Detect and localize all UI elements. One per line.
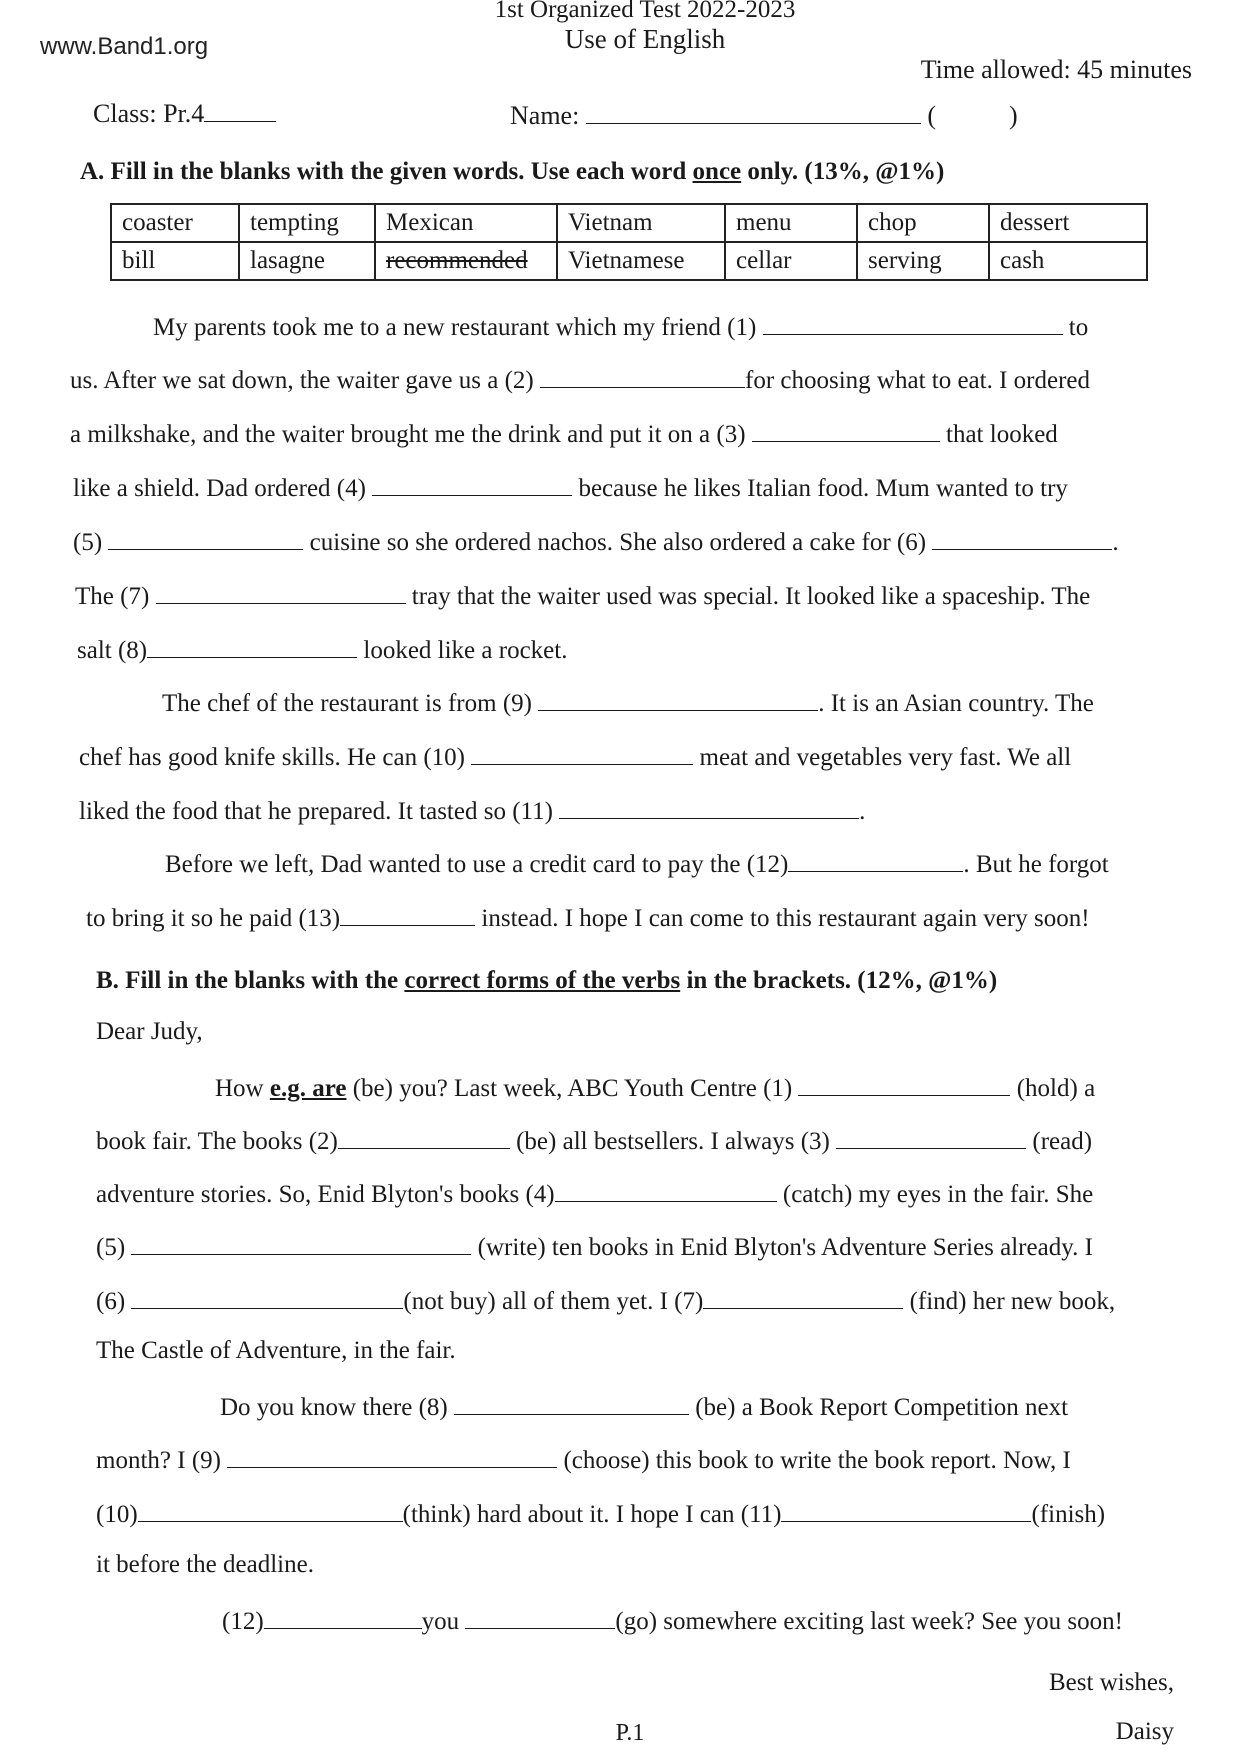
letter-line [222,1604,1123,1636]
letter-line [96,1284,1115,1316]
word-bank-row [111,242,1147,280]
passage-text: The chef of the restaurant is from (9) [162,690,532,717]
passage-text: meat and vegetables very fast. We all [699,744,1072,771]
word-cell: coaster [111,204,239,242]
passage-text: . But he forgot [963,851,1109,878]
passage-text: looked like a rocket. [363,637,568,664]
verb-blank-11[interactable] [781,1497,1031,1522]
passage-line [73,471,1068,503]
letter-signature: Daisy [1115,1718,1174,1745]
word-cell: tempting [239,204,375,242]
passage-text: because he likes Italian food. Mum wanted to try [578,475,1068,502]
letter-line [96,1551,314,1579]
passage-text: for choosing what to eat. I ordered [745,367,1091,394]
word-cell: serving [857,242,989,280]
answer-blank-4[interactable] [372,471,572,496]
passage-text: chef has good knife skills. He can (10) [79,744,465,771]
passage-line [70,417,1058,449]
passage-text: like a shield. Dad ordered (4) [73,475,366,502]
letter-line [96,1443,1071,1475]
word-cell: bill [111,242,239,280]
passage-text: to [1068,314,1089,341]
letter-text: (12) [222,1608,264,1635]
answer-blank-9[interactable] [538,686,818,711]
letter-line [96,1230,1093,1262]
letter-text: (write) ten books in Enid Blyton's Adventure Series already. I [477,1234,1093,1261]
section-a-heading [80,158,944,186]
passage-text: (5) [73,529,103,556]
answer-blank-13[interactable] [340,901,475,926]
letter-text: (think) hard about it. I hope I can (11) [402,1501,782,1528]
letter-greeting: Dear Judy, [96,1018,203,1045]
letter-text: (5) [96,1234,126,1261]
verb-blank-2[interactable] [338,1124,510,1149]
word-cell: cash [989,242,1147,280]
word-cell: Vietnam [557,204,725,242]
letter-text: (finish) [1031,1501,1106,1528]
word-cell: chop [857,204,989,242]
letter-text: you [421,1608,460,1635]
passage-text: a milkshake, and the waiter brought me the drink and put it on a (3) [70,421,746,448]
verb-blank-9[interactable] [227,1443,557,1468]
letter-text: (read) [1032,1128,1093,1155]
passage-line [75,579,1090,611]
letter-text: (10) [96,1501,138,1528]
answer-blank-10[interactable] [471,740,693,765]
letter-line [220,1390,1068,1422]
verb-blank-4[interactable] [555,1177,777,1202]
letter-text: How [215,1075,270,1102]
section-b-heading-prefix: B. Fill in the blanks with the [96,967,405,994]
passage-text: cuisine so she ordered nachos. She also ordered a cake for (6) [309,529,927,556]
letter-text: month? I (9) [96,1447,221,1474]
letter-text: (6) [96,1288,126,1315]
answer-blank-2[interactable] [540,363,745,388]
letter-text: Do you know there (8) [220,1394,448,1421]
passage-text: Before we left, Dad wanted to use a credit card to pay the (12) [165,851,789,878]
answer-blank-5[interactable] [108,525,303,550]
letter-line [215,1071,1095,1103]
letter-text: (find) her new book, [909,1288,1116,1315]
letter-text: The Castle of Adventure, in the fair. [96,1337,456,1364]
passage-text: The (7) [75,583,150,610]
passage-line [79,794,865,826]
verb-blank-12b[interactable] [465,1604,615,1629]
subject-title: Use of English [564,24,726,54]
letter-text: (be) all bestsellers. I always (3) [516,1128,830,1155]
passage-line [86,901,1090,933]
section-b-heading-suffix: in the brackets. (12%, @1%) [680,967,998,994]
passage-text: My parents took me to a new restaurant which my friend (1) [153,314,757,341]
website-watermark: www.Band1.org [40,33,209,60]
word-cell: cellar [725,242,857,280]
class-number-close: ) [1008,101,1018,130]
answer-blank-1[interactable] [763,310,1063,335]
class-label: Class: Pr.4 [93,99,205,128]
class-blank[interactable] [204,97,276,122]
verb-blank-12a[interactable] [264,1604,422,1629]
name-field [510,99,1018,131]
answer-blank-6[interactable] [932,525,1112,550]
test-title: 1st Organized Test 2022-2023 [494,0,796,23]
passage-text: liked the food that he prepared. It tasted so (11) [79,798,553,825]
verb-blank-7[interactable] [703,1284,903,1309]
letter-text: (be) a Book Report Competition next [695,1394,1069,1421]
letter-line [96,1337,456,1365]
section-b-heading-underlined: correct forms of the verbs [404,967,681,994]
letter-line [96,1497,1105,1529]
page-number: P.1 [615,1720,645,1746]
word-cell: Vietnamese [557,242,725,280]
verb-blank-1[interactable] [798,1071,1010,1096]
letter-text: adventure stories. So, Enid Blyton's books (4) [96,1181,555,1208]
letter-text: it before the deadline. [96,1551,314,1578]
passage-line [70,363,1090,395]
verb-blank-5[interactable] [131,1230,471,1255]
section-a-heading-prefix: A. Fill in the blanks with the given words. Use each word [80,158,693,185]
word-bank-row [111,204,1147,242]
passage-text: tray that the waiter used was special. It looked like a spaceship. The [411,583,1091,610]
word-cell: Mexican [375,204,557,242]
example-answer: e.g. are [269,1075,347,1102]
answer-blank-12[interactable] [788,847,963,872]
word-bank-table [110,203,1148,281]
letter-text: book fair. The books (2) [96,1128,338,1155]
passage-line [165,847,1109,879]
word-cell: recommended [375,242,557,280]
passage-text: to bring it so he paid (13) [86,905,341,932]
passage-line [153,310,1088,342]
time-allowed: Time allowed: 45 minutes [920,55,1192,84]
section-a-heading-underlined: once [692,158,742,185]
passage-line [77,633,567,665]
passage-text: salt (8) [77,637,148,664]
letter-text: (hold) a [1016,1075,1096,1102]
letter-text: (choose) this book to write the book report. Now, I [563,1447,1071,1474]
word-cell: menu [725,204,857,242]
answer-blank-7[interactable] [156,579,406,604]
verb-blank-10[interactable] [138,1497,403,1522]
name-label: Name: [510,101,580,130]
verb-blank-6[interactable] [131,1284,403,1309]
letter-line [96,1177,1093,1209]
passage-text: us. After we sat down, the waiter gave us a (2) [70,367,534,394]
passage-line [79,740,1071,772]
answer-blank-3[interactable] [752,417,940,442]
passage-text: instead. I hope I can come to this restaurant again very soon! [481,905,1090,932]
answer-blank-11[interactable] [559,794,859,819]
answer-blank-8[interactable] [147,633,357,658]
verb-blank-3[interactable] [836,1124,1026,1149]
letter-text: (not buy) all of them yet. I (7) [403,1288,704,1315]
passage-line [73,525,1119,557]
passage-line [162,686,1094,718]
passage-text: . [859,798,866,825]
passage-text: that looked [946,421,1058,448]
letter-text: (go) somewhere exciting last week? See you soon! [615,1608,1123,1635]
section-b-heading [96,967,997,995]
class-number-open: ( [927,101,936,130]
word-cell: lasagne [239,242,375,280]
letter-closing: Best wishes, [1049,1669,1174,1696]
verb-blank-8[interactable] [454,1390,689,1415]
letter-text: (catch) my eyes in the fair. She [782,1181,1094,1208]
passage-text: . [1112,529,1119,556]
name-blank[interactable] [586,99,921,124]
section-a-heading-suffix: only. (13%, @1%) [741,158,945,185]
passage-text: . It is an Asian country. The [818,690,1094,717]
word-cell: dessert [989,204,1147,242]
letter-text: (be) you? Last week, ABC Youth Centre (1) [352,1075,793,1102]
letter-line [96,1124,1092,1156]
class-field [93,97,276,129]
